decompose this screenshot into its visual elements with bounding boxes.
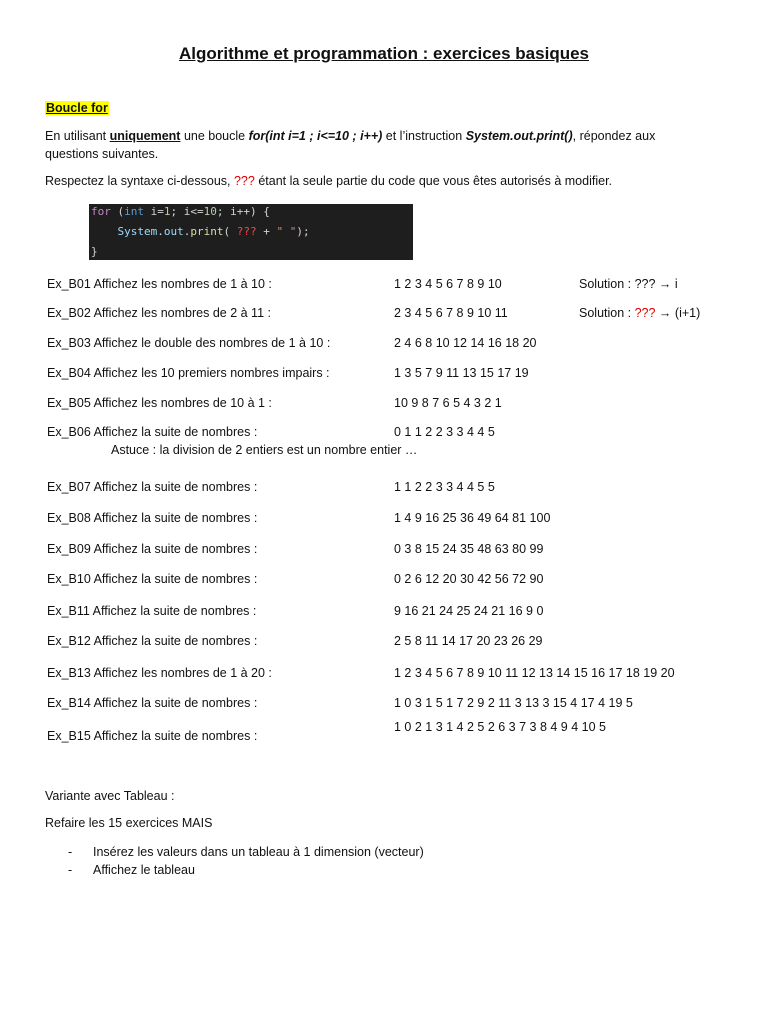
variant-text: Refaire les 15 exercices MAIS	[45, 816, 213, 830]
solution-placeholder: ???	[634, 306, 656, 320]
list-item-text: Insérez les valeurs dans un tableau à 1 dimension (vecteur)	[93, 845, 424, 859]
solution-hint	[579, 306, 700, 320]
code-token: +	[256, 225, 277, 238]
intro-code-loop: for(int i=1 ; i<=10 ; i++)	[248, 129, 383, 143]
list-item-text: Affichez le tableau	[93, 863, 195, 877]
exercise-label: Ex_B09 Affichez la suite de nombres :	[47, 542, 258, 556]
intro-text: , répondez aux questions suivantes.	[45, 129, 656, 161]
code-placeholder: ???	[236, 225, 257, 238]
exercise-sequence: 1 2 3 4 5 6 7 8 9 10	[394, 277, 502, 291]
page-title: Algorithme et programmation : exercices basiques	[178, 44, 589, 63]
exercise-sequence: 10 9 8 7 6 5 4 3 2 1	[394, 396, 502, 410]
rules-text: étant la seule partie du code que vous êtes autorisés à modifier.	[254, 174, 613, 188]
bullet-dash: -	[68, 863, 73, 877]
intro-text: une boucle	[180, 129, 249, 143]
rules-text: Respectez la syntaxe ci-dessous,	[45, 174, 234, 188]
code-token: .	[183, 225, 191, 238]
variant-title: Variante avec Tableau :	[45, 789, 175, 803]
intro-text: En utilisant	[45, 129, 110, 143]
exercise-sequence: 1 2 3 4 5 6 7 8 9 10 11 12 13 14 15 16 17 18 19 20	[394, 666, 675, 680]
rules-placeholder: ???	[233, 174, 255, 188]
exercise-sequence: 1 0 2 1 3 1 4 2 5 2 6 3 7 3 8 4 9 4 10 5	[394, 720, 606, 734]
exercise-sequence: 2 5 8 11 14 17 20 23 26 29	[394, 634, 543, 648]
code-token: (	[110, 205, 125, 218]
exercise-sequence: 2 4 6 8 10 12 14 16 18 20	[394, 336, 537, 350]
code-block	[89, 204, 413, 260]
exercise-label: Ex_B10 Affichez la suite de nombres :	[47, 572, 258, 586]
exercise-sequence: 2 3 4 5 6 7 8 9 10 11	[394, 306, 508, 320]
code-line-2	[91, 225, 411, 238]
code-token: .	[157, 225, 164, 238]
exercise-sequence: 1 3 5 7 9 11 13 15 17 19	[394, 366, 529, 380]
exercise-label: Ex_B12 Affichez la suite de nombres :	[47, 634, 258, 648]
exercise-label: Ex_B11 Affichez la suite de nombres :	[47, 604, 257, 618]
code-token: out	[163, 225, 184, 238]
code-token: 1	[163, 205, 171, 218]
exercise-label: Ex_B07 Affichez la suite de nombres :	[47, 480, 258, 494]
exercise-label: Ex_B06 Affichez la suite de nombres :	[47, 425, 258, 439]
exercise-label: Ex_B02 Affichez les nombres de 2 à 11 :	[47, 306, 271, 320]
solution-text: i	[671, 277, 678, 291]
solution-text: Solution :	[579, 306, 635, 320]
hint-text: Astuce : la division de 2 entiers est un nombre entier …	[111, 443, 418, 457]
code-token: ; i++) {	[216, 205, 270, 218]
exercise-label: Ex_B13 Affichez les nombres de 1 à 20 :	[47, 666, 272, 680]
intro-text: et l’instruction	[382, 129, 466, 143]
exercise-sequence: 0 2 6 12 20 30 42 56 72 90	[394, 572, 544, 586]
exercise-sequence: 1 1 2 2 3 3 4 4 5 5	[394, 480, 495, 494]
exercise-label: Ex_B14 Affichez la suite de nombres :	[47, 696, 258, 710]
solution-hint	[579, 277, 678, 291]
code-token: 10	[203, 205, 217, 218]
code-token: (	[223, 225, 237, 238]
code-token	[91, 225, 118, 238]
exercise-sequence: 1 0 3 1 5 1 7 2 9 2 11 3 13 3 15 4 17 4 19 5	[394, 696, 633, 710]
code-token: print	[190, 225, 224, 238]
list-item	[68, 843, 424, 861]
exercise-label: Ex_B03 Affichez le double des nombres de 1 à 10 :	[47, 336, 331, 350]
rules-paragraph	[45, 174, 612, 188]
bullet-dash: -	[68, 845, 73, 859]
code-line-1	[91, 205, 411, 218]
exercise-sequence: 9 16 21 24 25 24 21 16 9 0	[394, 604, 544, 618]
list-item	[68, 861, 424, 879]
arrow-right-icon: →	[658, 277, 672, 291]
intro-code-print: System.out.print()	[465, 129, 573, 143]
code-token: System	[117, 225, 158, 238]
intro-emphasis: uniquement	[109, 129, 181, 143]
intro-paragraph	[45, 127, 695, 163]
code-token: int	[124, 205, 144, 218]
exercise-sequence: 0 3 8 15 24 35 48 63 80 99	[394, 542, 544, 556]
exercise-label: Ex_B15 Affichez la suite de nombres :	[47, 729, 258, 743]
arrow-right-icon: →	[655, 306, 675, 320]
exercise-label: Ex_B08 Affichez la suite de nombres :	[47, 511, 258, 525]
exercise-label: Ex_B01 Affichez les nombres de 1 à 10 :	[47, 277, 272, 291]
exercise-sequence: 0 1 1 2 2 3 3 4 4 5	[394, 425, 495, 439]
exercise-sequence: 1 4 9 16 25 36 49 64 81 100	[394, 511, 551, 525]
variant-list	[68, 843, 424, 879]
section-label: Boucle for	[46, 101, 108, 115]
code-token: i=	[144, 205, 164, 218]
code-token: " "	[276, 225, 297, 238]
exercise-label: Ex_B05 Affichez les nombres de 10 à 1 :	[47, 396, 272, 410]
exercise-label: Ex_B04 Affichez les 10 premiers nombres impairs :	[47, 366, 330, 380]
code-line-3: }	[91, 245, 98, 258]
solution-text: (i+1)	[674, 306, 701, 320]
code-token: );	[296, 225, 310, 238]
code-token: for	[91, 205, 111, 218]
code-token: ; i<=	[170, 205, 204, 218]
solution-text: Solution : ???	[579, 277, 659, 291]
